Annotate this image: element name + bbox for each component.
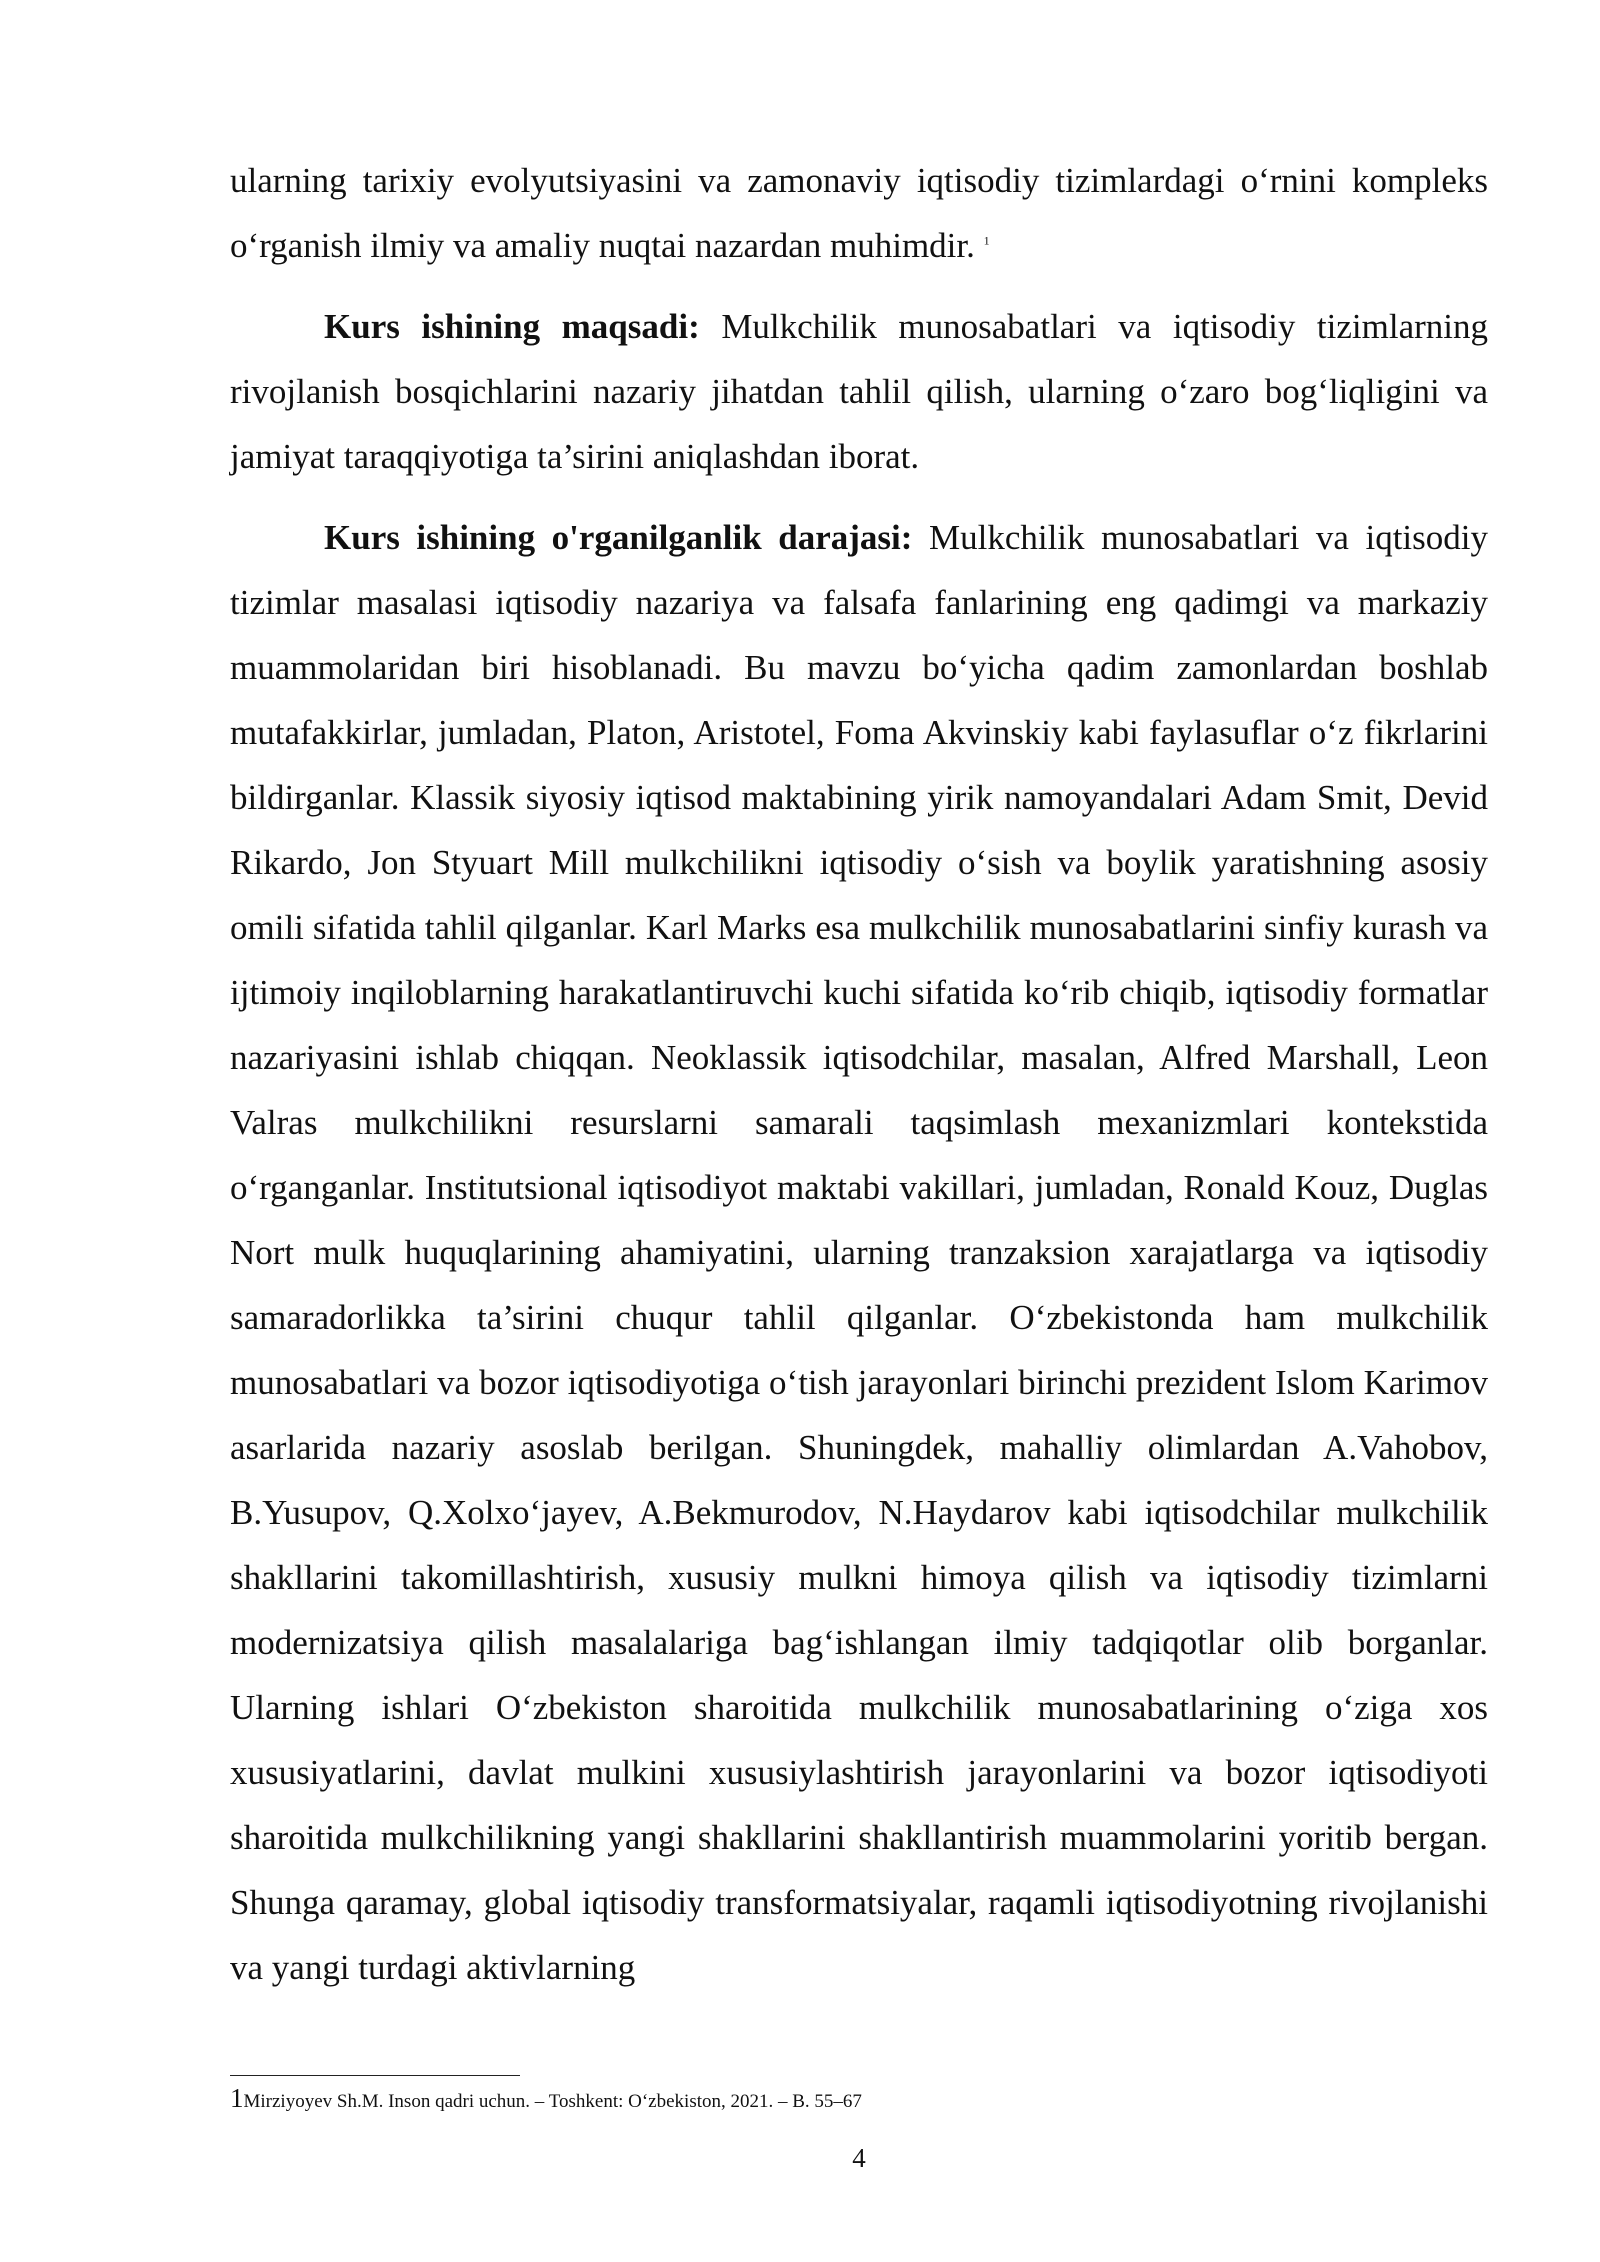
study-text: Mulkchilik munosabatlari va iqtisodiy tizimlar masalasi iqtisodiy nazariya va falsafa fanlarining eng qadimgi va markaziy muammolaridan biri hisoblanadi. Bu mavzu bo‘yicha qadim zamonlardan boshlab mutafakkirlar, jumladan, Platon, Aristotel, Foma Akvinskiy kabi faylasuflar o‘z fikrlarini bildirganlar. Klassik siyosiy iqtisod maktabining yirik namoyandalari Adam Smit, Devid Rikardo, Jon Styuart Mill mulkchilikni iqtisodiy o‘sish va boylik yaratishning asosiy omili sifatida tahlil qilganlar. Karl Marks esa mulkchilik munosabatlarini sinfiy kurash va ijtimoiy inqiloblarning harakatlantiruvchi kuchi sifatida ko‘rib chiqib, iqtisodiy formatlar nazariyasini ishlab chiqqan. Neoklassik iqtisodchilar, masalan, Alfred Marshall, Leon Valras mulkchilikni resurslarni samarali taqsimlash mexanizmlari kontekstida o‘rganganlar. Institutsional iqtisodiyot maktabi vakillari, jumladan, Ronald Kouz, Duglas Nort mulk huquqlarining ahamiyatini, ularning tranzaksion xarajatlarga va iqtisodiy samaradorlikka ta’sirini chuqur tahlil qilganlar. O‘zbekistonda ham mulkchilik munosabatlari va bozor iqtisodiyotiga o‘tish jarayonlari birinchi prezident Islom Karimov asarlarida nazariy asoslab berilgan. Shuningdek, mahalliy olimlardan A.Vahobov, B.Yusupov, Q.Xolxo‘jayev, A.Bekmurodov, N.Haydarov kabi iqtisodchilar mulkchilik shakllarini takomillashtirish, xususiy mulkni himoya qilish va iqtisodiy tizimlarni modernizatsiya qilish masalalariga bag‘ishlangan ilmiy tadqiqotlar olib borganlar. Ularning ishlari O‘zbekiston sharoitida mulkchilik munosabatlarining o‘ziga xos xususiyatlarini, davlat mulkini xususiylashtirish jarayonlarini va bozor iqtisodiyoti sharoitida mulkchilikning yangi shakllarini shakllantirish muammolarini yoritib bergan. Shunga qaramay, global iqtisodiy transformatsiyalar, raqamli iqtisodiyotning rivojlanishi va yangi turdagi aktivlarning [230, 518, 1489, 1987]
page-number: 4 [852, 2143, 866, 2173]
paragraph-study-level [230, 505, 1488, 2000]
footnote-separator [230, 2075, 520, 2076]
body-text [230, 148, 1488, 2016]
footnote-reference: 1 [983, 233, 990, 248]
footnote [230, 2084, 1488, 2116]
paragraph-continuation-text: ularning tarixiy evolyutsiyasini va zamonaviy iqtisodiy tizimlardagi o‘rnini kompleks o‘rganish ilmiy va amaliy nuqtai nazardan muhimdir. [230, 161, 1488, 265]
goal-text: Mulkchilik munosabatlari va iqtisodiy tizimlarning rivojlanish bosqichlarini nazariy jihatdan tahlil qilish, ularning o‘zaro bog‘liqligini va jamiyat taraqqiyotiga ta’sirini aniqlashdan iborat. [230, 307, 1489, 476]
paragraph-goal [230, 294, 1488, 489]
paragraph-continuation [230, 148, 1488, 278]
footnote-number: 1 [230, 2083, 244, 2113]
footnote-text: Mirziyoyev Sh.M. Inson qadri uchun. – Toshkent: O‘zbekiston, 2021. – B. 55–67 [243, 2091, 862, 2112]
goal-heading: Kurs ishining maqsadi: [324, 307, 700, 346]
study-heading: Kurs ishining o'rganilganlik darajasi: [324, 518, 913, 557]
